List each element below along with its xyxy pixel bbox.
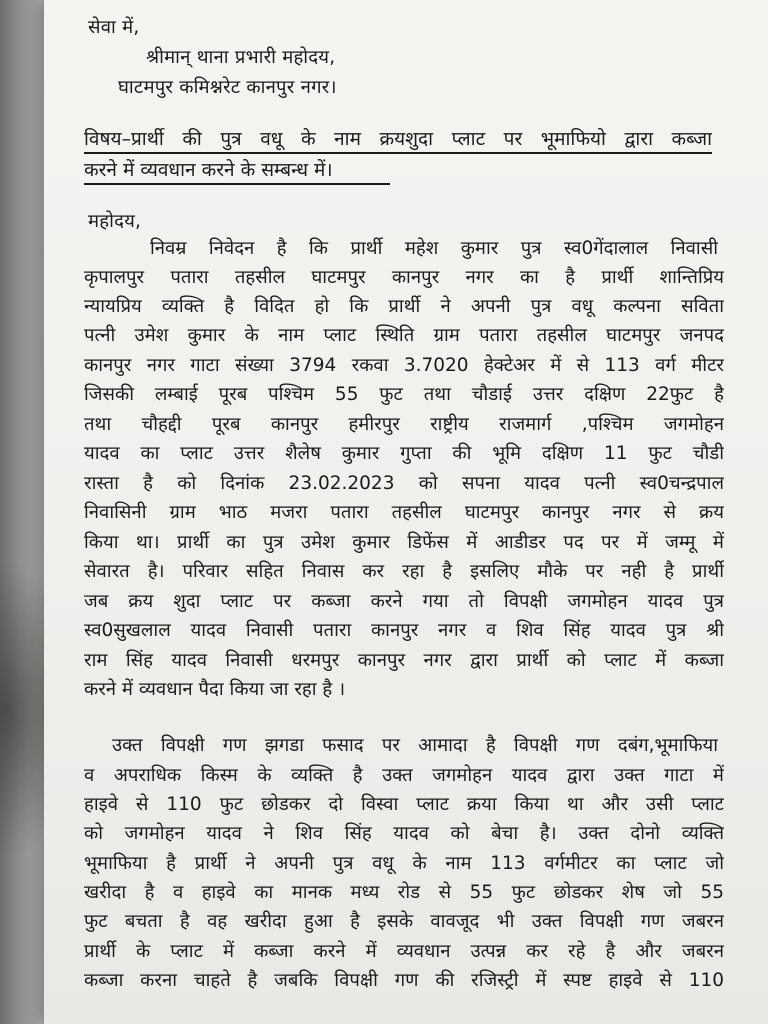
address-recipient: श्रीमान् थाना प्रभारी महोदय,: [146, 47, 336, 68]
paragraph1-line: किया था। प्रार्थी का पुत्र उमेश कुमार डिफेंस में आडीडर पद पर में जम्मू में: [84, 532, 724, 553]
salutation: महोदय,: [88, 211, 142, 232]
paragraph1-line: कृपालपुर पतारा तहसील घाटमपुर कानपुर नगर का है प्रार्थी शान्तिप्रिय: [84, 267, 724, 288]
subject-underline-2: [84, 183, 390, 185]
paragraph1-line: स्व0सुखलाल यादव निवासी पतारा कानपुर नगर व शिव सिंह यादव पुत्र श्री: [84, 620, 724, 641]
paragraph1-line: रास्ता है को दिनांक 23.02.2023 को सपना यादव पत्नी स्व0चन्द्रपाल: [84, 473, 724, 494]
paragraph2-line: उक्त विपक्षी गण झगडा फसाद पर आमादा है विपक्षी गण दबंग,भूमाफिया: [112, 735, 718, 756]
paragraph2-line: हाइवे से 110 फुट छोडकर दो विस्वा प्लाट क्रया किया था और उसी प्लाट: [84, 794, 724, 815]
paragraph1-line: जब क्रय शुदा प्लाट पर कब्जा करने गया तो विपक्षी जगमोहन यादव पुत्र: [84, 591, 724, 612]
paragraph1-line: सेवारत है। परिवार सहित निवास कर रहा है इसलिए मौके पर नही है प्रार्थी: [84, 561, 724, 582]
paragraph2-line: प्रार्थी के प्लाट में कब्जा करने में व्यवधान उत्पन्न कर रहे है और जबरन: [84, 941, 724, 962]
paragraph1-line: पत्नी उमेश कुमार के नाम प्लाट स्थिति ग्राम पतारा तहसील घाटमपुर जनपद: [84, 325, 724, 346]
paragraph1-line: तथा चौहद्दी पूरब कानपुर हमीरपुर राष्ट्रीय राजमार्ग ,पश्चिम जगमोहन: [84, 414, 724, 435]
paragraph1-line: जिसकी लम्बाई पूरब पश्चिम 55 फुट तथा चौडाई उत्तर दक्षिण 22फुट है: [84, 384, 724, 405]
subject-underline-1: [84, 152, 712, 154]
paragraph1-line: करने में व्यवधान पैदा किया जा रहा है ।: [84, 679, 346, 700]
paragraph2-line: फुट बचता है वह खरीदा हुआ है इसके वावजूद भी उक्त विपक्षी गण जबरन: [84, 911, 724, 932]
address-location: घाटमपुर कमिश्नरेट कानपुर नगर।: [118, 77, 337, 98]
subject-line-2: करने में व्यवधान करने के सम्बन्ध में।: [84, 159, 333, 181]
paragraph2-line: खरीदा है व हाइवे का मानक मध्य रोड से 55 फुट छोडकर शेष जो 55: [84, 882, 724, 903]
address-seva-me: सेवा में,: [88, 17, 140, 38]
paragraph2-line: को जगमोहन यादव ने शिव सिंह यादव को बेचा है। उक्त दोनो व्यक्ति: [84, 823, 724, 844]
paragraph1-line: राम सिंह यादव निवासी धरमपुर कानपुर नगर द्वारा प्रार्थी को प्लाट में कब्जा: [84, 650, 724, 671]
paragraph2-line: कब्जा करना चाहते है जबकि विपक्षी गण की रजिस्ट्री में स्पष्ट हाइवे से 110: [84, 970, 724, 991]
paragraph1-line: कानपुर नगर गाटा संख्या 3794 रकवा 3.7020 हेक्टेअर में से 113 वर्ग मीटर: [84, 355, 724, 376]
paragraph1-line: न्यायप्रिय व्यक्ति है विदित हो कि प्रार्थी ने अपनी पुत्र वधू कल्पना सविता: [84, 296, 724, 317]
paragraph2-line: भूमाफिया है प्रार्थी ने अपनी पुत्र वधू के नाम 113 वर्गमीटर का प्लाट जो: [84, 853, 724, 874]
subject-line-1: विषय–प्रार्थी की पुत्र वधू के नाम क्रयशुदा प्लाट पर भूमाफियो द्वारा कब्जा: [84, 128, 712, 150]
paragraph1-line: निवम्र निवेदन है कि प्रार्थी महेश कुमार पुत्र स्व0गेंदालाल निवासी: [150, 238, 718, 259]
paragraph1-line: निवासिनी ग्राम भाठ मजरा पतारा तहसील घाटमपुर कानपुर नगर से क्रय: [84, 502, 724, 523]
paragraph1-line: यादव का प्लाट उत्तर शैलेष कुमार गुप्ता की भूमि दक्षिण 11 फुट चौडी: [84, 443, 724, 464]
paragraph2-line: व अपराधिक किस्म के व्यक्ति है उक्त जगमोहन यादव द्वारा उक्त गाटा में: [84, 765, 724, 786]
